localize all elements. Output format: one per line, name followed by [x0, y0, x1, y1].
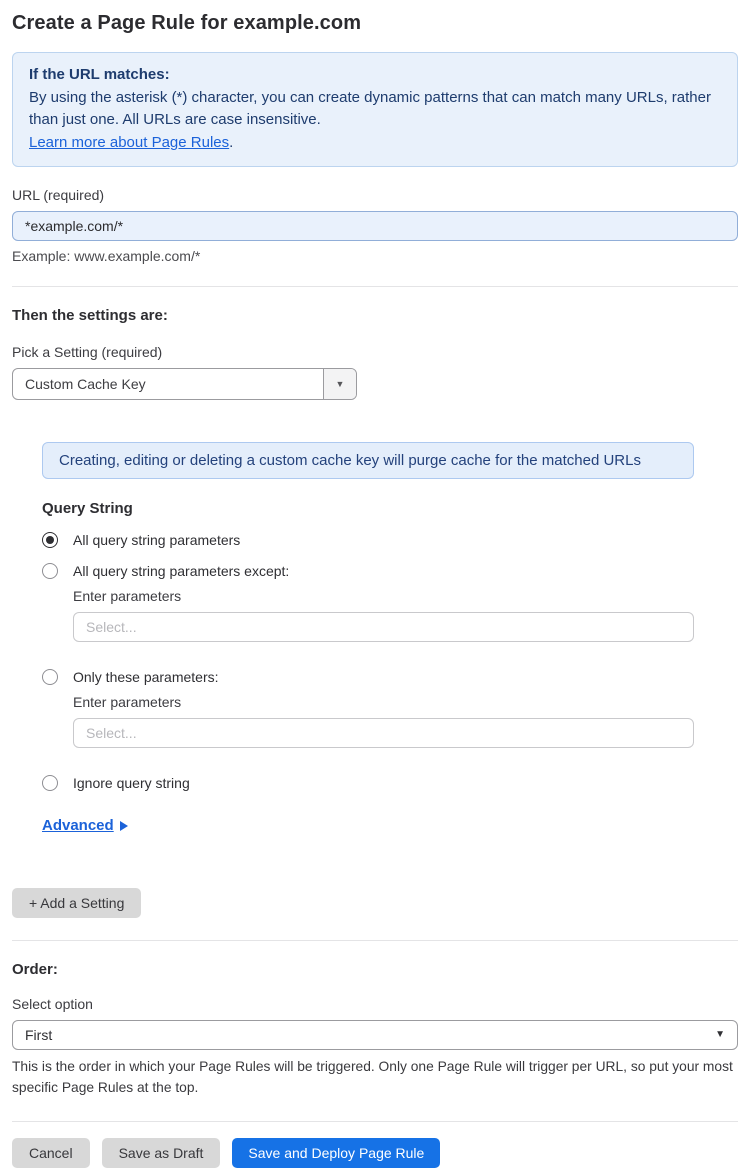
setting-picker-arrow-button[interactable] — [323, 369, 356, 399]
only-parameters-field — [73, 694, 738, 748]
url-label: URL (required) — [12, 187, 105, 203]
radio-option-all-query-params[interactable] — [42, 532, 738, 548]
radio-option-label: Ignore query string — [73, 775, 190, 791]
except-parameters-field — [73, 588, 738, 642]
add-setting-button[interactable]: + Add a Setting — [12, 888, 141, 918]
info-box-link-row — [29, 132, 721, 155]
order-select-value: First — [25, 1027, 53, 1043]
section-divider — [12, 286, 738, 287]
only-parameters-input[interactable] — [73, 718, 694, 748]
cancel-button[interactable]: Cancel — [12, 1138, 90, 1168]
order-section-heading: Order: — [12, 961, 58, 978]
chevron-down-icon: ▼ — [715, 1029, 725, 1040]
radio-option-label: All query string parameters except: — [73, 563, 290, 579]
enter-parameters-label: Enter parameters — [73, 588, 182, 604]
setting-picker-dropdown[interactable] — [12, 368, 357, 400]
radio-option-label: Only these parameters: — [73, 669, 219, 685]
triangle-right-icon — [120, 821, 128, 831]
info-box-heading: If the URL matches: — [29, 66, 170, 83]
order-help-text: This is the order in which your Page Rules will be triggered. Only one Page Rule will trigger per URL, so put your most specific Page Rules at the top. — [12, 1059, 733, 1096]
url-match-info-box — [12, 52, 738, 167]
form-footer — [12, 1138, 738, 1168]
except-parameters-input[interactable] — [73, 612, 694, 642]
radio-option-label: All query string parameters — [73, 532, 241, 548]
radio-option-only-these-params[interactable] — [42, 669, 738, 685]
info-box-body: By using the asterisk (*) character, you can create dynamic patterns that can match many URLs, rather than just one. All URLs are case insensitive. — [29, 88, 711, 128]
save-and-deploy-button[interactable]: Save and Deploy Page Rule — [232, 1138, 440, 1168]
radio-icon[interactable] — [42, 563, 58, 579]
section-divider — [12, 1121, 738, 1122]
learn-more-link[interactable]: Learn more about Page Rules — [29, 133, 230, 151]
setting-picker-label: Pick a Setting (required) — [12, 344, 163, 360]
radio-icon[interactable] — [42, 532, 58, 548]
save-as-draft-button[interactable]: Save as Draft — [102, 1138, 221, 1168]
link-period: . — [229, 133, 234, 151]
chevron-down-icon: ▼ — [335, 378, 345, 389]
radio-icon[interactable] — [42, 669, 58, 685]
advanced-toggle[interactable] — [42, 817, 738, 834]
order-select[interactable] — [12, 1020, 738, 1050]
query-string-heading: Query String — [42, 500, 133, 517]
radio-option-ignore-query-string[interactable] — [42, 775, 738, 791]
radio-icon[interactable] — [42, 775, 58, 791]
section-divider — [12, 940, 738, 941]
cache-purge-notice: Creating, editing or deleting a custom cache key will purge cache for the matched URLs — [42, 442, 694, 479]
order-select-label: Select option — [12, 996, 93, 1012]
advanced-link[interactable]: Advanced — [42, 817, 114, 834]
url-input[interactable] — [12, 211, 738, 241]
custom-cache-key-panel — [42, 442, 738, 834]
page-title: Create a Page Rule for example.com — [12, 12, 362, 34]
enter-parameters-label: Enter parameters — [73, 694, 182, 710]
setting-picker-value: Custom Cache Key — [25, 376, 146, 392]
url-example-text: Example: www.example.com/* — [12, 248, 201, 264]
radio-option-all-params-except[interactable] — [42, 563, 738, 579]
settings-section-heading: Then the settings are: — [12, 307, 168, 324]
